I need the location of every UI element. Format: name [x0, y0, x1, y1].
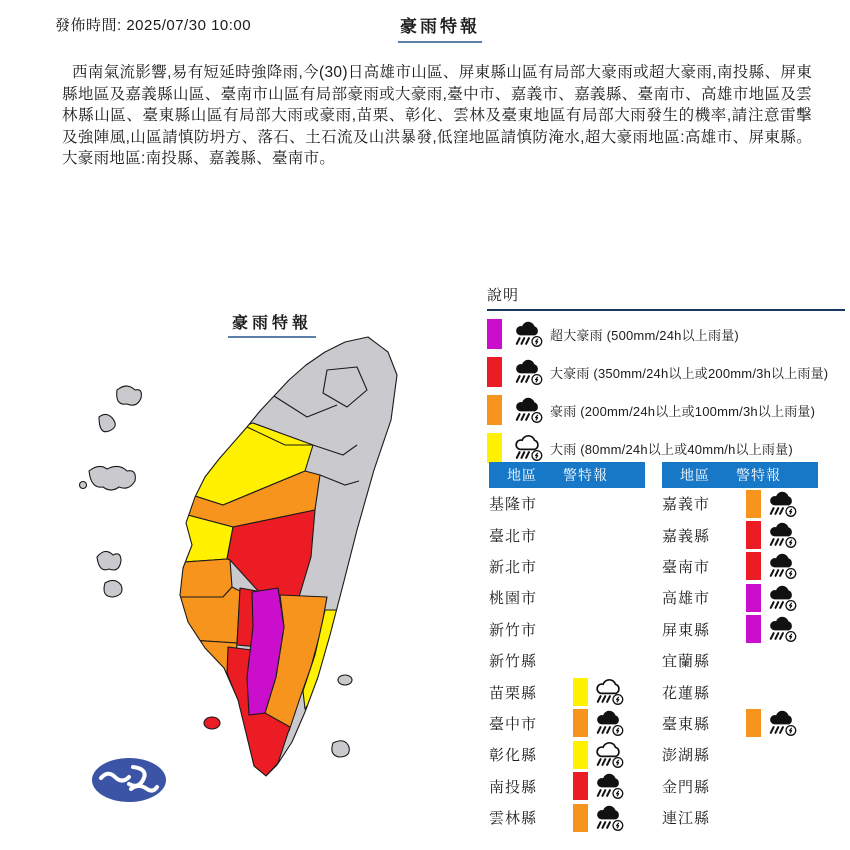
table-row — [662, 582, 818, 613]
warning-indicator — [573, 741, 625, 769]
warning-table-right — [662, 462, 818, 833]
warning-table-left — [489, 462, 645, 833]
rain-cloud-icon — [766, 615, 798, 643]
column-header-warning: 警特報 — [563, 467, 608, 483]
table-row — [489, 771, 645, 802]
region-name: 連江縣 — [662, 810, 711, 828]
warning-indicator — [573, 709, 625, 737]
warning-color-bar — [573, 709, 588, 737]
rain-cloud-icon — [593, 804, 625, 832]
legend-item — [487, 394, 845, 426]
table-row — [489, 708, 645, 739]
warning-indicator — [573, 678, 625, 706]
region-name: 新竹縣 — [489, 653, 538, 671]
warning-color-bar — [746, 584, 761, 612]
region-name: 桃園市 — [489, 590, 538, 608]
region-name: 苗栗縣 — [489, 684, 538, 702]
warning-indicator — [746, 584, 798, 612]
table-row — [662, 771, 818, 802]
region-name: 雲林縣 — [489, 810, 538, 828]
legend-color-bar — [487, 357, 502, 387]
warning-color-bar — [746, 615, 761, 643]
region-name: 新竹市 — [489, 621, 538, 639]
map-island-kinmen-2 — [104, 580, 122, 597]
map-island-kinmen — [97, 551, 121, 570]
legend-label: 大豪雨 (350mm/24h以上或200mm/3h以上雨量) — [550, 365, 829, 381]
rain-cloud-icon — [512, 358, 544, 386]
map-island-penghu-islet — [80, 482, 87, 489]
rain-cloud-icon — [593, 772, 625, 800]
warning-color-bar — [746, 709, 761, 737]
warning-color-bar — [746, 490, 761, 518]
warning-color-bar — [573, 741, 588, 769]
table-row — [662, 519, 818, 550]
rain-cloud-icon — [766, 552, 798, 580]
map-island-liuqiu — [204, 717, 220, 729]
table-row — [662, 739, 818, 770]
page-title: 豪雨特報 — [398, 12, 482, 43]
region-name: 臺北市 — [489, 527, 538, 545]
region-name: 南投縣 — [489, 778, 538, 796]
map-island-orchid-island — [332, 741, 349, 757]
table-row — [489, 614, 645, 645]
warning-indicator — [746, 709, 798, 737]
taiwan-map-svg — [75, 295, 465, 815]
column-header-warning: 警特報 — [736, 467, 781, 483]
rain-cloud-icon — [512, 396, 544, 424]
warning-indicator — [573, 772, 625, 800]
column-header-region: 地區 — [507, 467, 537, 483]
table-row — [489, 676, 645, 707]
warning-indicator — [746, 490, 798, 518]
table-row — [489, 551, 645, 582]
legend-title: 說明 — [487, 287, 520, 304]
region-name: 基隆市 — [489, 496, 538, 514]
table-row — [662, 488, 818, 519]
rain-cloud-icon — [512, 434, 544, 462]
map-island-matsu — [117, 386, 142, 405]
table-row — [662, 614, 818, 645]
legend-label: 超大豪雨 (500mm/24h以上雨量) — [550, 327, 739, 343]
warning-color-bar — [573, 804, 588, 832]
region-name: 臺東縣 — [662, 715, 711, 733]
region-name: 新北市 — [489, 558, 538, 576]
rain-cloud-icon — [766, 584, 798, 612]
table-header — [489, 462, 645, 488]
warning-indicator — [573, 804, 625, 832]
legend-item — [487, 356, 845, 388]
rain-cloud-icon — [512, 320, 544, 348]
rain-cloud-icon — [593, 678, 625, 706]
region-name: 臺南市 — [662, 558, 711, 576]
table-row — [489, 645, 645, 676]
rain-cloud-icon — [593, 709, 625, 737]
warning-color-bar — [573, 772, 588, 800]
table-row — [489, 739, 645, 770]
rain-cloud-icon — [766, 490, 798, 518]
taiwan-warning-map — [75, 295, 465, 815]
publish-time: 發佈時間: 2025/07/30 10:00 — [55, 17, 252, 34]
warning-color-bar — [573, 678, 588, 706]
map-island-penghu — [89, 466, 135, 490]
region-name: 高雄市 — [662, 590, 711, 608]
region-name: 嘉義市 — [662, 496, 711, 514]
legend-item — [487, 318, 845, 350]
legend-color-bar — [487, 433, 502, 463]
table-row — [489, 582, 645, 613]
table-row — [662, 802, 818, 833]
map-island-matsu-2 — [99, 414, 115, 431]
advisory-text: 西南氣流影響,易有短延時強降雨,今(30)日高雄市山區、屏東縣山區有局部大豪雨或超大豪雨,南投縣、屏東縣地區及嘉義縣山區、臺南市山區有局部豪雨或大豪雨,臺中市、嘉義市、嘉義縣、臺南市、高雄市地區及雲林縣山區、臺東縣山區有局部大雨或豪雨,苗栗、彰化、雲林及臺東地區有局部大雨發生的機率,請注意雷擊及強陣風,山區請慎防坍方、落石、土石流及山洪暴發,低窪地區請慎防淹水,超大豪雨地區:高雄市、屏東縣。大豪雨地區:南投縣、嘉義縣、臺南市。 — [62, 64, 812, 167]
column-header-region: 地區 — [680, 467, 710, 483]
legend-items — [487, 318, 845, 464]
table-body — [489, 488, 645, 833]
region-name: 彰化縣 — [489, 747, 538, 765]
table-row — [662, 708, 818, 739]
warning-indicator — [746, 521, 798, 549]
region-name: 花蓮縣 — [662, 684, 711, 702]
warning-color-bar — [746, 552, 761, 580]
legend-color-bar — [487, 395, 502, 425]
table-row — [662, 676, 818, 707]
region-name: 嘉義縣 — [662, 527, 711, 545]
legend-panel — [487, 284, 845, 470]
table-row — [662, 645, 818, 676]
region-name: 澎湖縣 — [662, 747, 711, 765]
cwb-logo — [92, 758, 166, 802]
rain-cloud-icon — [766, 709, 798, 737]
legend-divider — [487, 309, 845, 311]
region-name: 宜蘭縣 — [662, 653, 711, 671]
rain-cloud-icon — [766, 521, 798, 549]
table-body — [662, 488, 818, 833]
table-row — [489, 519, 645, 550]
region-name: 臺中市 — [489, 715, 538, 733]
warning-indicator — [746, 615, 798, 643]
legend-label: 大雨 (80mm/24h以上或40mm/h以上雨量) — [550, 441, 793, 457]
warning-indicator — [746, 552, 798, 580]
region-name: 屏東縣 — [662, 621, 711, 639]
table-row — [489, 802, 645, 833]
rain-cloud-icon — [593, 741, 625, 769]
map-title: 豪雨特報 — [228, 310, 316, 338]
table-row — [662, 551, 818, 582]
legend-label: 豪雨 (200mm/24h以上或100mm/3h以上雨量) — [550, 403, 816, 419]
warning-color-bar — [746, 521, 761, 549]
map-island-green-island — [338, 675, 352, 685]
map-region-yunlin — [167, 559, 232, 597]
table-row — [489, 488, 645, 519]
region-name: 金門縣 — [662, 778, 711, 796]
legend-item — [487, 432, 845, 464]
table-header — [662, 462, 818, 488]
legend-color-bar — [487, 319, 502, 349]
